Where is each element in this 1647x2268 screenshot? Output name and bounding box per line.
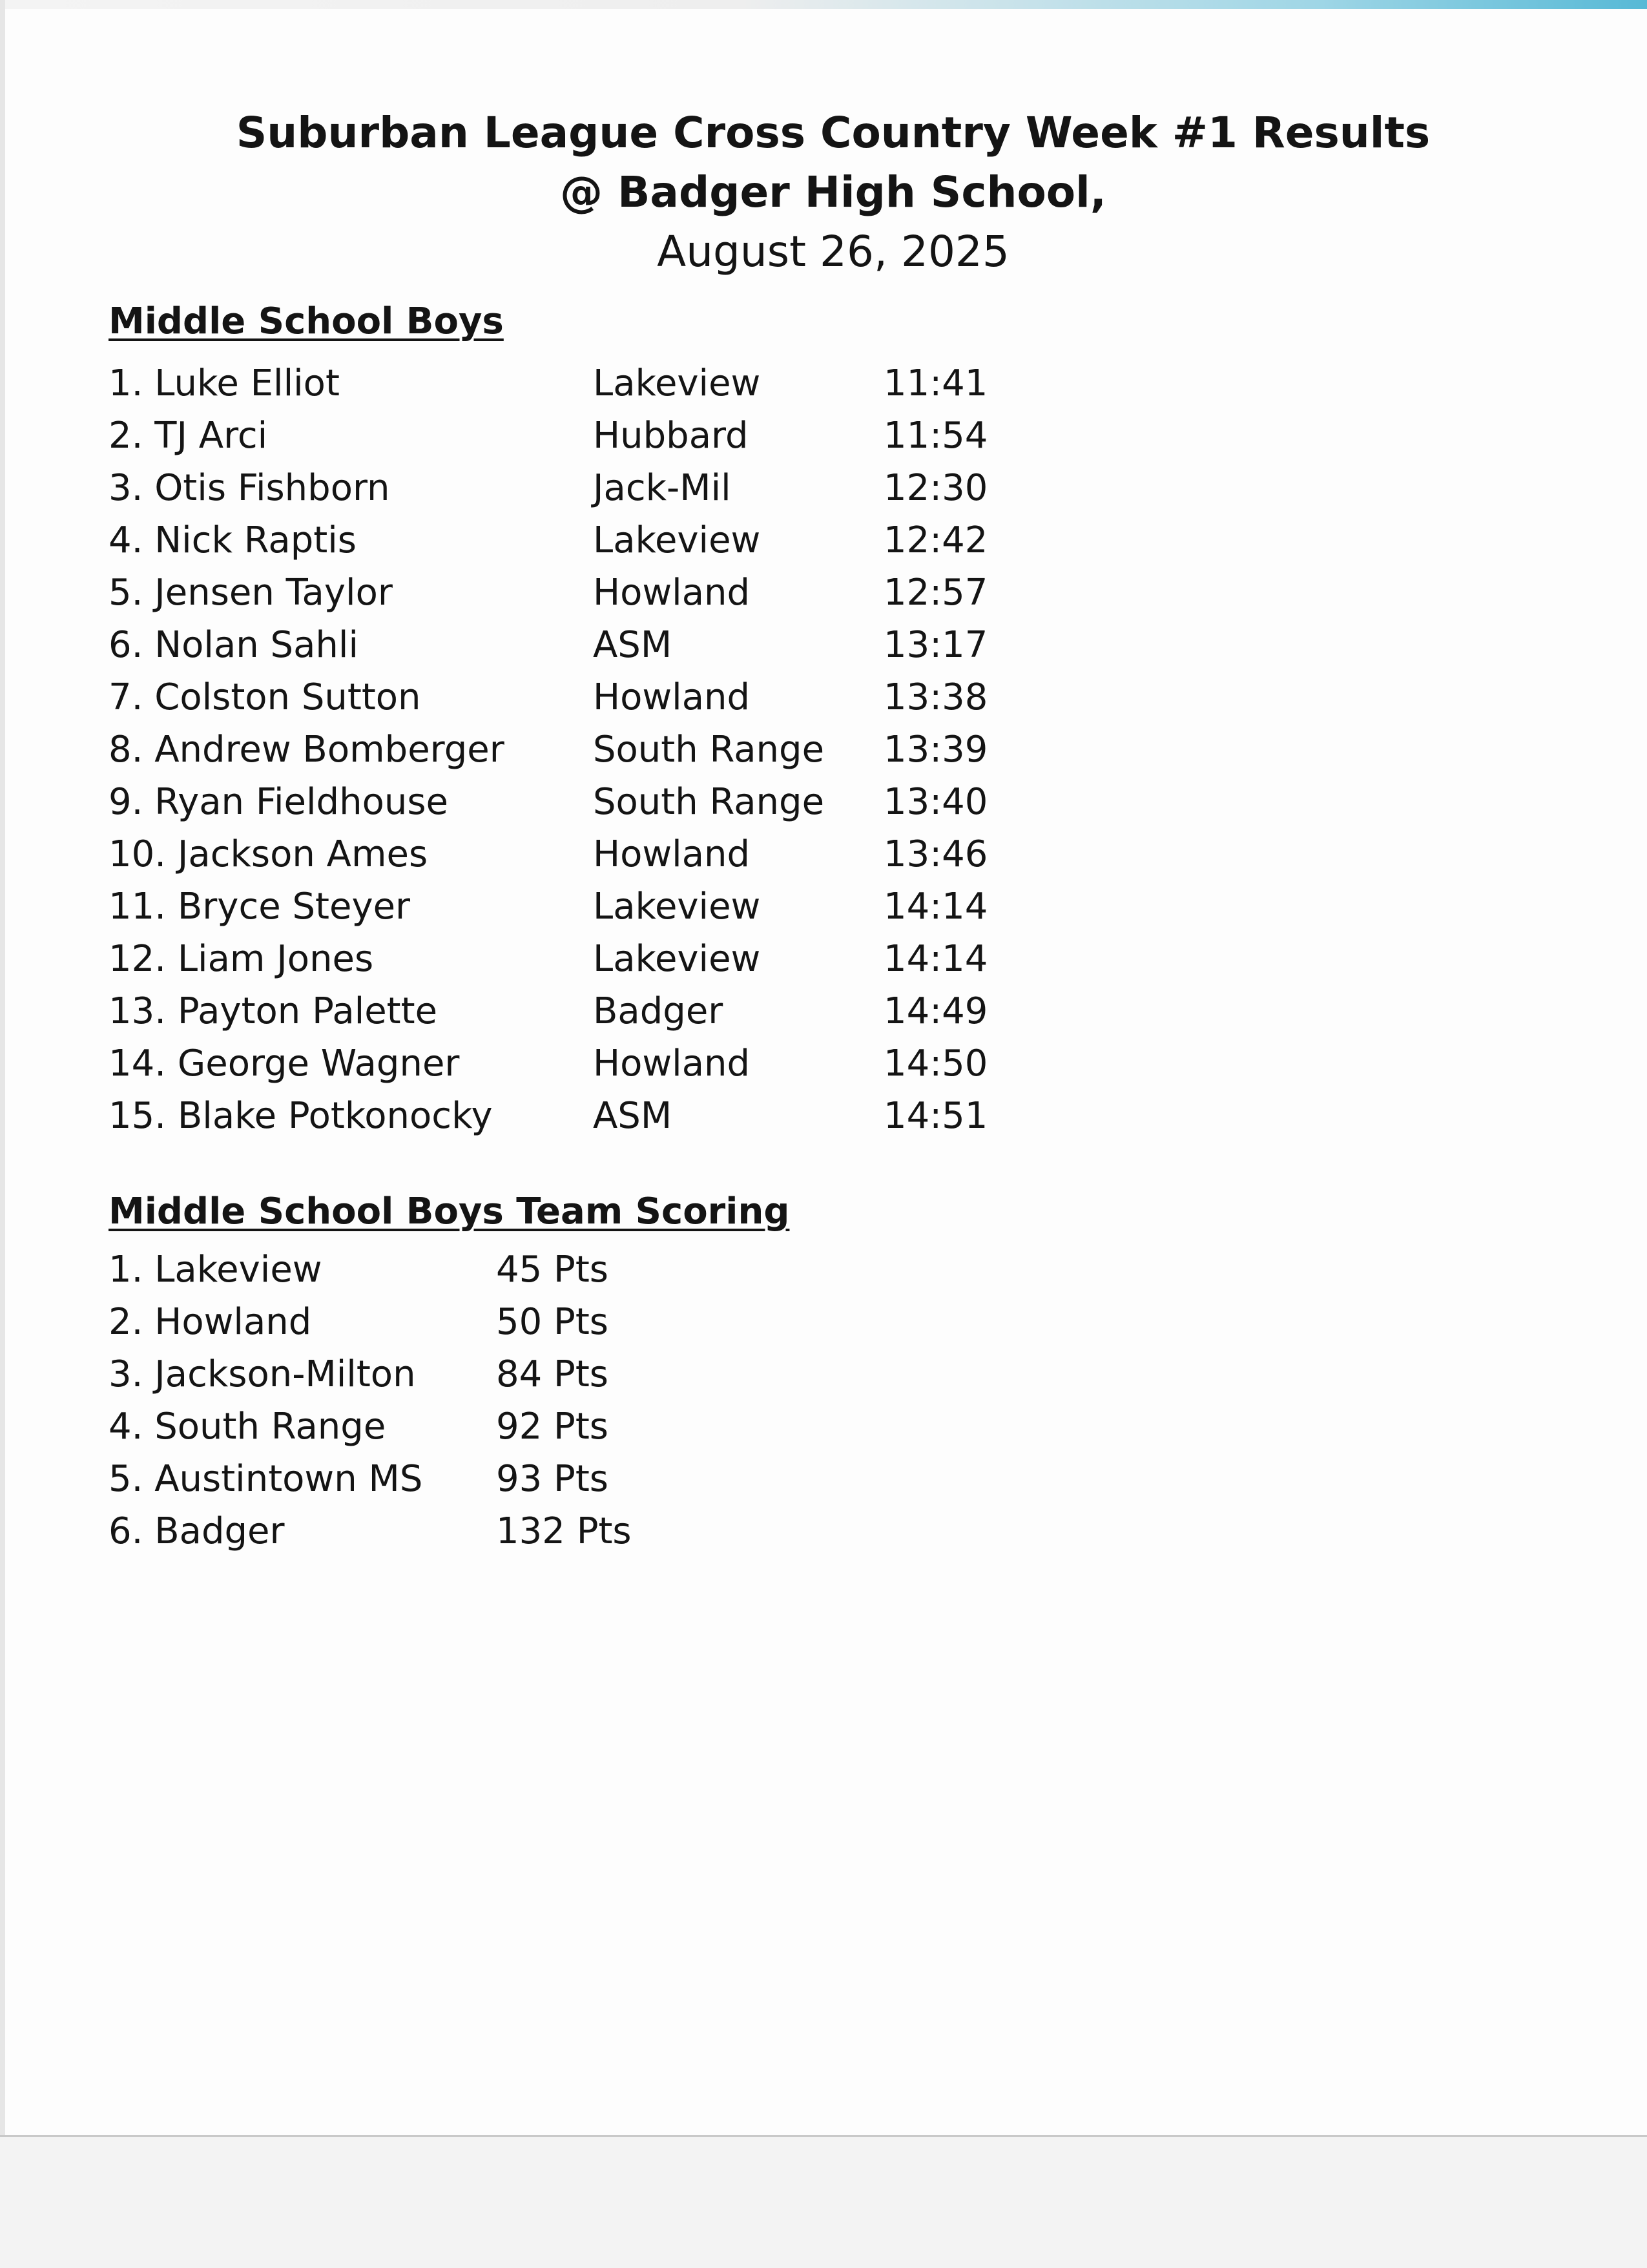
runner-school: Hubbard (593, 415, 749, 457)
runner-name: 2. TJ Arci (109, 415, 268, 457)
runner-time: 11:54 (884, 415, 988, 457)
team-points: 50 Pts (496, 1301, 608, 1343)
runner-school: Howland (593, 833, 751, 875)
runner-school: Howland (593, 676, 751, 718)
team-scoring-heading: Middle School Boys Team Scoring (109, 1191, 790, 1233)
team-points: 84 Pts (496, 1353, 608, 1395)
runner-name: 5. Jensen Taylor (109, 572, 393, 614)
team-name: 2. Howland (109, 1301, 312, 1343)
runner-school: Lakeview (593, 362, 761, 404)
individual-results-heading: Middle School Boys (109, 300, 504, 342)
document-header (0, 103, 1647, 282)
team-name: 4. South Range (109, 1406, 386, 1448)
runner-school: Lakeview (593, 938, 761, 980)
runner-time: 14:50 (884, 1043, 988, 1085)
runner-time: 14:14 (884, 886, 988, 928)
team-points: 93 Pts (496, 1458, 608, 1500)
runner-time: 13:17 (884, 624, 988, 666)
team-points: 132 Pts (496, 1510, 632, 1552)
runner-school: Howland (593, 572, 751, 614)
meet-date: August 26, 2025 (657, 227, 1010, 276)
document-title: Suburban League Cross Country Week #1 Results (236, 108, 1431, 158)
runner-name: 4. Nick Raptis (109, 519, 357, 561)
team-points: 92 Pts (496, 1406, 608, 1448)
runner-school: Badger (593, 990, 723, 1032)
runner-school: ASM (593, 1095, 672, 1137)
runner-name: 6. Nolan Sahli (109, 624, 359, 666)
runner-name: 3. Otis Fishborn (109, 467, 390, 509)
runner-school: Jack-Mil (593, 467, 731, 509)
runner-time: 12:57 (884, 572, 988, 614)
runner-time: 11:41 (884, 362, 988, 404)
runner-name: 12. Liam Jones (109, 938, 374, 980)
runner-time: 13:46 (884, 833, 988, 875)
team-name: 3. Jackson-Milton (109, 1353, 416, 1395)
runner-time: 12:30 (884, 467, 988, 509)
scan-top-edge (0, 0, 1647, 9)
runner-name: 9. Ryan Fieldhouse (109, 781, 448, 823)
team-name: 1. Lakeview (109, 1249, 322, 1291)
team-name: 5. Austintown MS (109, 1458, 423, 1500)
runner-name: 10. Jackson Ames (109, 833, 428, 875)
runner-school: ASM (593, 624, 672, 666)
runner-name: 11. Bryce Steyer (109, 886, 411, 928)
runner-school: Howland (593, 1043, 751, 1085)
venue-line: @ Badger High School, (560, 167, 1106, 217)
scan-bottom-edge (0, 2135, 1647, 2268)
runner-time: 13:38 (884, 676, 988, 718)
team-points: 45 Pts (496, 1249, 608, 1291)
runner-time: 14:14 (884, 938, 988, 980)
runner-time: 12:42 (884, 519, 988, 561)
team-name: 6. Badger (109, 1510, 285, 1552)
runner-time: 13:39 (884, 729, 988, 771)
runner-school: South Range (593, 781, 825, 823)
runner-name: 13. Payton Palette (109, 990, 438, 1032)
runner-name: 7. Colston Sutton (109, 676, 421, 718)
runner-school: Lakeview (593, 519, 761, 561)
scan-left-edge (0, 0, 5, 2266)
runner-school: South Range (593, 729, 825, 771)
runner-name: 14. George Wagner (109, 1043, 460, 1085)
runner-name: 1. Luke Elliot (109, 362, 340, 404)
runner-time: 14:51 (884, 1095, 988, 1137)
runner-time: 14:49 (884, 990, 988, 1032)
runner-name: 15. Blake Potkonocky (109, 1095, 493, 1137)
runner-time: 13:40 (884, 781, 988, 823)
runner-name: 8. Andrew Bomberger (109, 729, 504, 771)
runner-school: Lakeview (593, 886, 761, 928)
